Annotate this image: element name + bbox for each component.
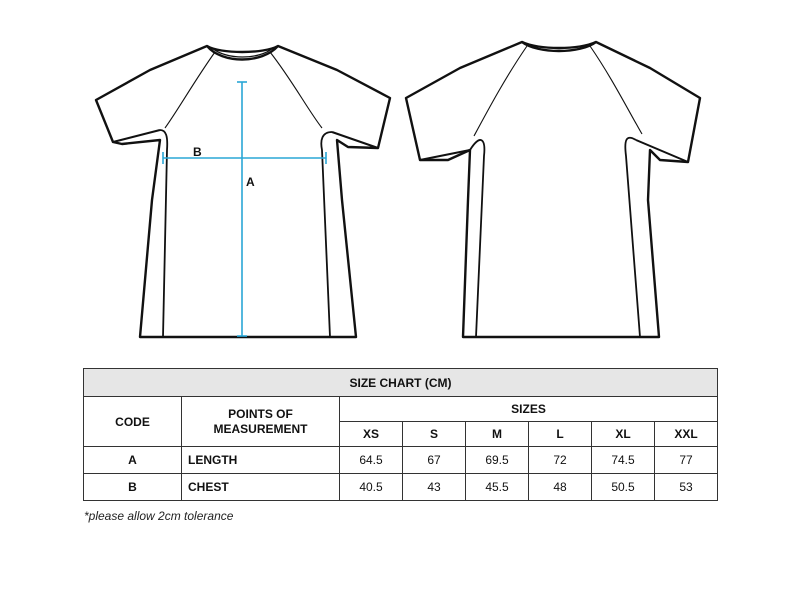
table-row (84, 447, 718, 474)
table-title: SIZE CHART (CM) (84, 369, 718, 397)
size-chart-table (83, 368, 718, 501)
measurement-header: POINTS OF MEASUREMENT (182, 397, 340, 447)
row-value: 43 (403, 474, 466, 501)
tshirt-back (406, 42, 700, 337)
row-value: 50.5 (592, 474, 655, 501)
row-value: 64.5 (340, 447, 403, 474)
row-code: B (84, 474, 182, 501)
row-value: 69.5 (466, 447, 529, 474)
size-header-l: L (529, 422, 592, 447)
table-row (84, 474, 718, 501)
size-header-xxl: XXL (655, 422, 718, 447)
code-header: CODE (84, 397, 182, 447)
row-measurement: LENGTH (182, 447, 340, 474)
size-header-m: M (466, 422, 529, 447)
row-measurement: CHEST (182, 474, 340, 501)
front-outline (96, 46, 390, 337)
back-outline (406, 42, 700, 337)
row-value: 77 (655, 447, 718, 474)
tshirt-front (96, 46, 390, 337)
row-code: A (84, 447, 182, 474)
row-value: 48 (529, 474, 592, 501)
label-a: A (246, 175, 255, 189)
row-value: 45.5 (466, 474, 529, 501)
size-header-s: S (403, 422, 466, 447)
label-b: B (193, 145, 202, 159)
row-value: 72 (529, 447, 592, 474)
size-header-xl: XL (592, 422, 655, 447)
row-value: 67 (403, 447, 466, 474)
tolerance-note: *please allow 2cm tolerance (84, 509, 234, 523)
row-value: 53 (655, 474, 718, 501)
row-value: 40.5 (340, 474, 403, 501)
sizes-header: SIZES (340, 397, 718, 422)
size-header-xs: XS (340, 422, 403, 447)
row-value: 74.5 (592, 447, 655, 474)
